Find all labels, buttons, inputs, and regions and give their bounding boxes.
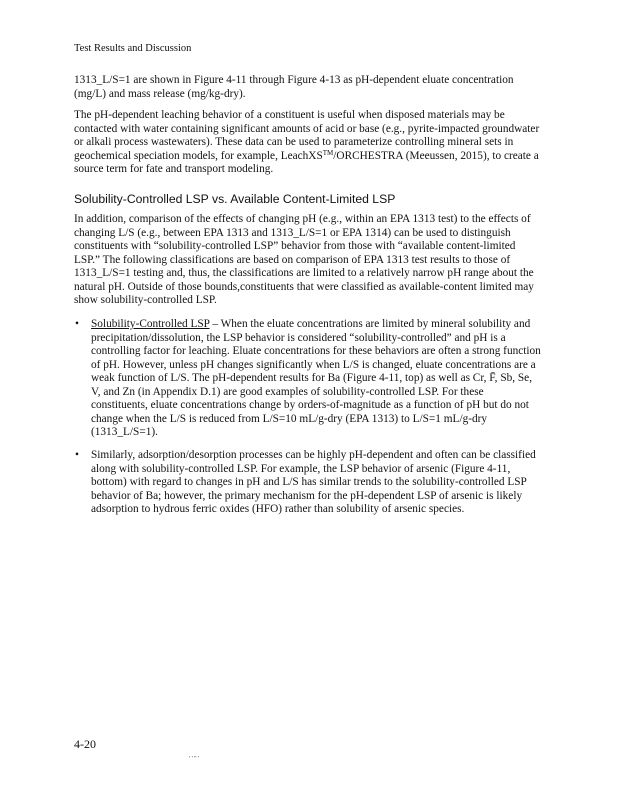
- bullet-icon: •: [75, 449, 79, 461]
- bullet-text: – When the eluate concentrations are limited by mineral solubility and precipitation/dissolution, the LSP behavior is considered “solubility-controlled” and pH is a controlling factor for leaching. Eluate concentrations for these behaviors are often a strong function of pH. However, unless pH changes significantly when L/S is changed, eluate concentrations are a weak function of L/S. The pH-dependent results for Ba (Figure 4-11, top) as well as Cr, F̄, Sb, Se, V, and Zn (in Appendix D.1) are good examples of solubility-controlled LSP. For these constituents, eluate concentrations change by orders-of-magnitude as a function of pH but do not change when the L/S is reduced from L/S=10 mL/g-dry (EPA 1313) to L/S=1 mL/g-dry (1313_L/S=1).: [91, 318, 541, 438]
- bullet-adsorption-desorption: [74, 449, 542, 517]
- paragraph-leaching-behavior-text: The pH-dependent leaching behavior of a constituent is useful when disposed materials may be contacted with water containing significant amounts of acid or base (e.g., pyrite-impacted groundwater or alkali process wastewaters). These data can be used to parameterize controlling mineral sets in geochemical speciation models, for example, LeachXS: [74, 109, 540, 162]
- trademark-mark: TM: [322, 148, 334, 157]
- page-number: 4-20: [74, 737, 96, 751]
- bullet-text: Similarly, adsorption/desorption processes can be highly pH-dependent and often can be classified along with solubility-controlled LSP. For example, the LSP behavior of arsenic (Figure 4-11, bottom) with regard to changes in pH and L/S has similar trends to the solubility-controlled LSP behavior of Ba; however, the primary mechanism for the pH-dependent LSP of arsenic is likely adsorption to hydrous ferric oxides (HFO) rather than solubility of arsenic species.: [91, 449, 536, 515]
- bullet-solubility-controlled: [74, 318, 542, 440]
- paragraph-classification: In addition, comparison of the effects of changing pH (e.g., within an EPA 1313 test) to the effects of changing L/S (e.g., between EPA 1313 and 1313_L/S=1 or EPA 1314) can be used to distinguish constituents with “solubility-controlled LSP” behavior from those with “available content-limited LSP.” The following classifications are based on comparison of EPA 1313 test results to those of 1313_L/S=1 testing and, thus, the classifications are limited to a relatively narrow pH range about the natural pH. Outside of those bounds,constituents that were classified as available-content limited may show solubility-controlled LSP.: [74, 213, 534, 306]
- running-header: Test Results and Discussion: [74, 43, 192, 54]
- footer-mark: ' ' " ': [189, 756, 200, 762]
- paragraph-leaching-behavior: [74, 109, 542, 177]
- section-heading: Solubility-Controlled LSP vs. Available Content-Limited LSP: [74, 192, 396, 206]
- bullet-list: [74, 318, 542, 440]
- bullet-term: Solubility-Controlled LSP: [91, 318, 210, 330]
- paragraph-figure-reference: 1313_L/S=1 are shown in Figure 4-11 through Figure 4-13 as pH-dependent eluate concentration (mg/L) and mass release (mg/kg-dry).: [74, 74, 514, 100]
- bullet-icon: •: [75, 318, 79, 330]
- paragraph-leaching-behavior-text-end: /ORCHESTRA (Meeussen, 2015), to create a source term for fate and transport modeling.: [74, 149, 539, 175]
- bullet-list-second: [74, 449, 542, 517]
